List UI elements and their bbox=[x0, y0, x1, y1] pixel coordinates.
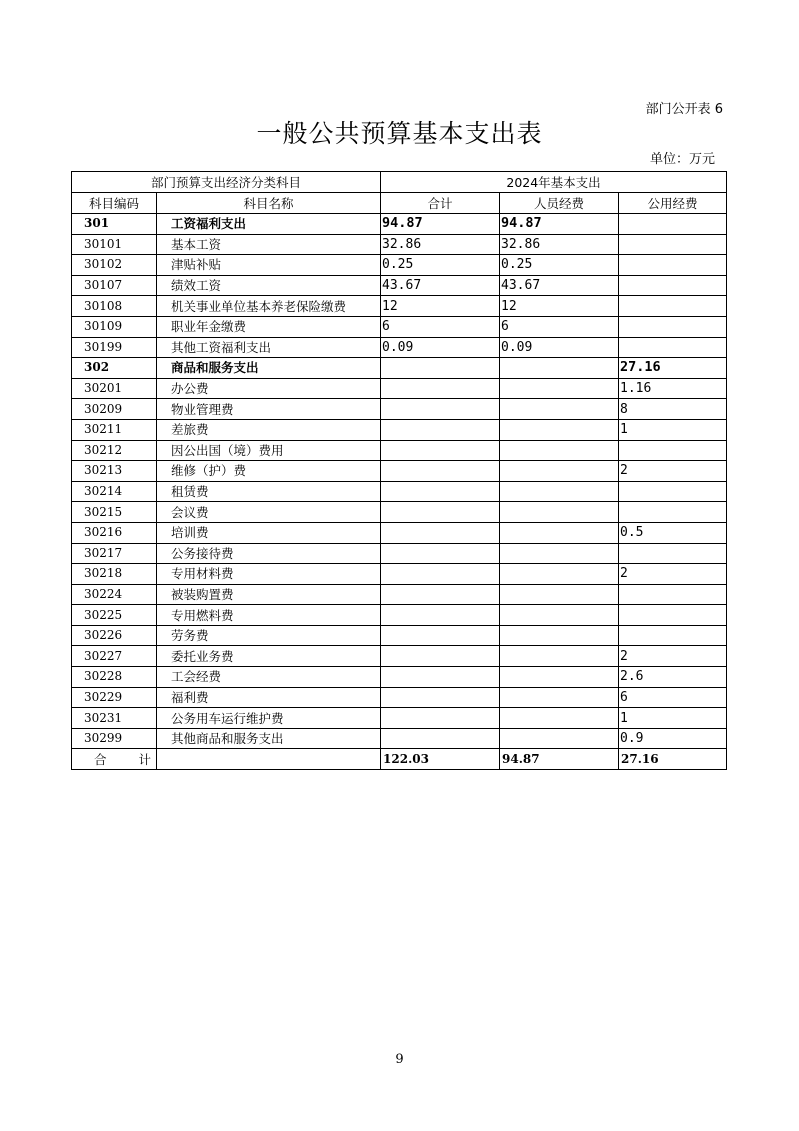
public-cell: 2 bbox=[619, 461, 727, 482]
table-row bbox=[72, 502, 727, 523]
total-cell: 6 bbox=[381, 316, 500, 337]
personnel-cell: 32.86 bbox=[500, 234, 619, 255]
total-cell bbox=[381, 461, 500, 482]
public-cell bbox=[619, 543, 727, 564]
subject-name-cell: 机关事业单位基本养老保险缴费 bbox=[157, 296, 381, 317]
subject-name-cell: 绩效工资 bbox=[157, 275, 381, 296]
page-title: 一般公共预算基本支出表 bbox=[256, 119, 543, 148]
table-row bbox=[72, 234, 727, 255]
subject-name-cell: 因公出国（境）费用 bbox=[157, 440, 381, 461]
total-cell bbox=[381, 564, 500, 585]
page-number: 9 bbox=[395, 1052, 404, 1067]
subject-code-cell: 30213 bbox=[72, 461, 157, 482]
total-row bbox=[72, 749, 727, 770]
subject-name-cell: 津贴补贴 bbox=[157, 255, 381, 276]
public-cell: 0.9 bbox=[619, 728, 727, 749]
personnel-cell bbox=[500, 625, 619, 646]
total-cell: 32.86 bbox=[381, 234, 500, 255]
subject-code-cell: 30108 bbox=[72, 296, 157, 317]
personnel-cell bbox=[500, 419, 619, 440]
column-header: 科目编码 bbox=[72, 193, 157, 214]
subject-code-cell: 30228 bbox=[72, 667, 157, 688]
subject-name-cell: 基本工资 bbox=[157, 234, 381, 255]
column-header-row bbox=[72, 193, 727, 214]
table-number-label: 部门公开表 6 bbox=[645, 102, 723, 117]
group-header-row bbox=[72, 172, 727, 193]
subject-name-cell: 物业管理费 bbox=[157, 399, 381, 420]
personnel-cell bbox=[500, 728, 619, 749]
subject-name-cell: 劳务费 bbox=[157, 625, 381, 646]
personnel-cell bbox=[500, 358, 619, 379]
subject-name-cell: 办公费 bbox=[157, 378, 381, 399]
subject-code-cell: 30299 bbox=[72, 728, 157, 749]
column-header: 公用经费 bbox=[619, 193, 727, 214]
public-cell: 2.6 bbox=[619, 667, 727, 688]
personnel-total-cell: 94.87 bbox=[500, 749, 619, 770]
table-row bbox=[72, 584, 727, 605]
total-cell bbox=[381, 584, 500, 605]
table-row bbox=[72, 605, 727, 626]
public-cell bbox=[619, 502, 727, 523]
subject-name-cell: 公务接待费 bbox=[157, 543, 381, 564]
total-cell bbox=[381, 378, 500, 399]
table-row bbox=[72, 275, 727, 296]
subject-name-cell: 商品和服务支出 bbox=[157, 358, 381, 379]
subject-code-cell: 30102 bbox=[72, 255, 157, 276]
table-row bbox=[72, 440, 727, 461]
subject-code-cell: 30214 bbox=[72, 481, 157, 502]
subject-code-cell: 30231 bbox=[72, 708, 157, 729]
subject-code-cell: 30101 bbox=[72, 234, 157, 255]
public-cell: 2 bbox=[619, 564, 727, 585]
table-row bbox=[72, 522, 727, 543]
total-cell bbox=[381, 728, 500, 749]
subject-name-cell: 委托业务费 bbox=[157, 646, 381, 667]
personnel-cell bbox=[500, 461, 619, 482]
subject-code-cell: 302 bbox=[72, 358, 157, 379]
personnel-cell bbox=[500, 399, 619, 420]
subject-code-cell: 30107 bbox=[72, 275, 157, 296]
personnel-cell bbox=[500, 708, 619, 729]
subject-name-cell: 差旅费 bbox=[157, 419, 381, 440]
total-cell bbox=[381, 687, 500, 708]
subject-name-cell: 工资福利支出 bbox=[157, 214, 381, 235]
unit-label: 单位：万元 bbox=[649, 152, 715, 167]
subject-name-cell: 专用燃料费 bbox=[157, 605, 381, 626]
subject-name-cell: 培训费 bbox=[157, 522, 381, 543]
personnel-cell bbox=[500, 522, 619, 543]
personnel-cell bbox=[500, 378, 619, 399]
public-cell bbox=[619, 440, 727, 461]
total-cell: 12 bbox=[381, 296, 500, 317]
subject-code-cell: 30209 bbox=[72, 399, 157, 420]
table-row bbox=[72, 316, 727, 337]
personnel-cell bbox=[500, 564, 619, 585]
public-cell: 2 bbox=[619, 646, 727, 667]
public-cell bbox=[619, 275, 727, 296]
table-row bbox=[72, 625, 727, 646]
table-row bbox=[72, 399, 727, 420]
subject-code-cell: 30109 bbox=[72, 316, 157, 337]
budget-table bbox=[71, 171, 727, 770]
subject-name-cell: 会议费 bbox=[157, 502, 381, 523]
table-row bbox=[72, 543, 727, 564]
personnel-cell: 94.87 bbox=[500, 214, 619, 235]
total-cell: 94.87 bbox=[381, 214, 500, 235]
subject-code-cell: 30229 bbox=[72, 687, 157, 708]
subject-code-cell: 30227 bbox=[72, 646, 157, 667]
subject-name-cell: 福利费 bbox=[157, 687, 381, 708]
subject-name-cell: 维修（护）费 bbox=[157, 461, 381, 482]
total-cell bbox=[381, 605, 500, 626]
table-row bbox=[72, 296, 727, 317]
subject-name-cell: 租赁费 bbox=[157, 481, 381, 502]
total-cell: 43.67 bbox=[381, 275, 500, 296]
public-cell bbox=[619, 214, 727, 235]
personnel-cell bbox=[500, 667, 619, 688]
table-row bbox=[72, 481, 727, 502]
subject-code-cell: 30201 bbox=[72, 378, 157, 399]
personnel-cell bbox=[500, 605, 619, 626]
table-row bbox=[72, 358, 727, 379]
personnel-cell bbox=[500, 687, 619, 708]
table-row bbox=[72, 255, 727, 276]
personnel-cell bbox=[500, 440, 619, 461]
public-cell: 0.5 bbox=[619, 522, 727, 543]
subject-code-cell: 301 bbox=[72, 214, 157, 235]
public-cell bbox=[619, 605, 727, 626]
subject-name-cell: 公务用车运行维护费 bbox=[157, 708, 381, 729]
column-header: 人员经费 bbox=[500, 193, 619, 214]
table-row bbox=[72, 728, 727, 749]
public-cell bbox=[619, 234, 727, 255]
subject-name-cell: 其他商品和服务支出 bbox=[157, 728, 381, 749]
group-header-left: 部门预算支出经济分类科目 bbox=[72, 172, 381, 193]
total-empty-cell bbox=[157, 749, 381, 770]
total-cell bbox=[381, 708, 500, 729]
public-cell bbox=[619, 481, 727, 502]
public-cell: 8 bbox=[619, 399, 727, 420]
total-cell bbox=[381, 481, 500, 502]
subject-code-cell: 30215 bbox=[72, 502, 157, 523]
total-label-cell: 合 计 bbox=[72, 749, 157, 770]
public-cell: 27.16 bbox=[619, 358, 727, 379]
personnel-cell: 6 bbox=[500, 316, 619, 337]
total-cell bbox=[381, 440, 500, 461]
subject-code-cell: 30225 bbox=[72, 605, 157, 626]
public-cell bbox=[619, 255, 727, 276]
table-row bbox=[72, 667, 727, 688]
grand-total-cell: 122.03 bbox=[381, 749, 500, 770]
table-row bbox=[72, 646, 727, 667]
subject-name-cell: 职业年金缴费 bbox=[157, 316, 381, 337]
personnel-cell: 12 bbox=[500, 296, 619, 317]
total-cell bbox=[381, 522, 500, 543]
public-cell: 1 bbox=[619, 708, 727, 729]
total-cell: 0.09 bbox=[381, 337, 500, 358]
subject-code-cell: 30217 bbox=[72, 543, 157, 564]
personnel-cell bbox=[500, 646, 619, 667]
personnel-cell bbox=[500, 584, 619, 605]
column-header: 科目名称 bbox=[157, 193, 381, 214]
table-row bbox=[72, 708, 727, 729]
table-row bbox=[72, 419, 727, 440]
public-cell: 1 bbox=[619, 419, 727, 440]
subject-code-cell: 30216 bbox=[72, 522, 157, 543]
table-row bbox=[72, 214, 727, 235]
personnel-cell: 0.25 bbox=[500, 255, 619, 276]
subject-code-cell: 30212 bbox=[72, 440, 157, 461]
total-cell bbox=[381, 646, 500, 667]
total-cell bbox=[381, 667, 500, 688]
public-cell bbox=[619, 316, 727, 337]
personnel-cell bbox=[500, 502, 619, 523]
personnel-cell bbox=[500, 543, 619, 564]
table-row bbox=[72, 564, 727, 585]
total-cell bbox=[381, 625, 500, 646]
total-cell bbox=[381, 399, 500, 420]
subject-code-cell: 30218 bbox=[72, 564, 157, 585]
table-row bbox=[72, 378, 727, 399]
column-header: 合计 bbox=[381, 193, 500, 214]
table-row bbox=[72, 337, 727, 358]
table-row bbox=[72, 687, 727, 708]
subject-name-cell: 工会经费 bbox=[157, 667, 381, 688]
subject-code-cell: 30224 bbox=[72, 584, 157, 605]
personnel-cell bbox=[500, 481, 619, 502]
total-cell: 0.25 bbox=[381, 255, 500, 276]
public-total-cell: 27.16 bbox=[619, 749, 727, 770]
total-cell bbox=[381, 419, 500, 440]
subject-name-cell: 被装购置费 bbox=[157, 584, 381, 605]
table-row bbox=[72, 461, 727, 482]
group-header-right: 2024年基本支出 bbox=[381, 172, 727, 193]
total-cell bbox=[381, 543, 500, 564]
public-cell: 6 bbox=[619, 687, 727, 708]
public-cell: 1.16 bbox=[619, 378, 727, 399]
subject-code-cell: 30226 bbox=[72, 625, 157, 646]
subject-code-cell: 30199 bbox=[72, 337, 157, 358]
subject-code-cell: 30211 bbox=[72, 419, 157, 440]
subject-name-cell: 其他工资福利支出 bbox=[157, 337, 381, 358]
public-cell bbox=[619, 337, 727, 358]
subject-name-cell: 专用材料费 bbox=[157, 564, 381, 585]
public-cell bbox=[619, 625, 727, 646]
personnel-cell: 0.09 bbox=[500, 337, 619, 358]
public-cell bbox=[619, 296, 727, 317]
total-cell bbox=[381, 502, 500, 523]
total-cell bbox=[381, 358, 500, 379]
personnel-cell: 43.67 bbox=[500, 275, 619, 296]
public-cell bbox=[619, 584, 727, 605]
